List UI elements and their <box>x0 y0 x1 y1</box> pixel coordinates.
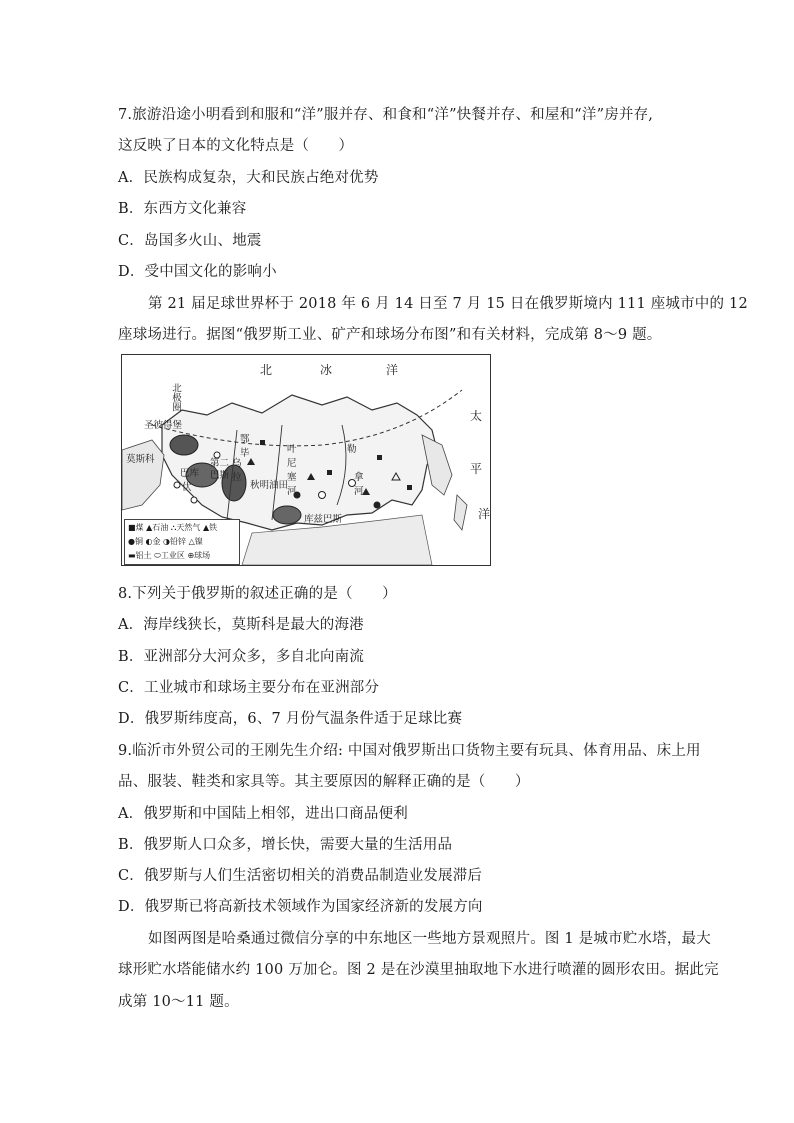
map-label-lena2: 拿 <box>354 472 364 483</box>
map-label-lena3: 河 <box>354 486 364 497</box>
intro-10-11-line2: 球形贮水塔能储水约 100 万加仑。图 2 是在沙漠里抽取地下水进行喷灌的圆形农田。据此完 <box>118 962 719 978</box>
map-label-ob1: 鄂 <box>240 434 250 445</box>
map-label-yenisei2: 尼 <box>287 458 297 469</box>
map-label-lena1: 勒 <box>347 444 357 455</box>
q7-option-d: D．受中国文化的影响小 <box>118 264 277 280</box>
intro-8-9-line2: 座球场进行。据图“俄罗斯工业、矿产和球场分布图”和有关材料，完成第 8～9 题。 <box>118 327 662 343</box>
map-label-yenisei1: 叶 <box>287 444 297 455</box>
q9-option-c: C．俄罗斯与人们生活密切相关的消费品制造业发展滞后 <box>118 868 483 884</box>
q8-option-b: B．亚洲部分大河众多，多自北向南流 <box>118 649 365 665</box>
map-label-arctic3: 洋 <box>386 363 399 377</box>
map-label-baku: 巴库 <box>180 468 200 479</box>
map-label-tyumen: 秋明油田 <box>250 480 289 491</box>
map-label-yenisei4: 河 <box>287 486 297 497</box>
russia-map <box>121 354 491 566</box>
legend-row-3: ▬铝土 ⬭工业区 ⊕球场 <box>128 551 211 560</box>
map-label-bashan: 巴斯 <box>210 470 230 481</box>
q7-stem-line2: 这反映了日本的文化特点是（ ） <box>118 138 354 154</box>
intro-10-11-line3: 成第 10～11 题。 <box>118 994 239 1010</box>
map-label-ural: 第二 <box>210 458 230 469</box>
map-label-kuzbass: 库兹巴斯 <box>304 514 343 525</box>
legend-row-2: ●铜 ◐金 ◑铅锌 △镍 <box>128 537 203 546</box>
q8-option-c: C．工业城市和球场主要分布在亚洲部分 <box>118 680 380 696</box>
map-label-ural3: 拉 <box>232 472 242 483</box>
map-label-stpetersburg: 圣彼得堡 <box>144 420 183 431</box>
q9-option-a: A．俄罗斯和中国陆上相邻，进出口商品便利 <box>118 806 408 822</box>
map-label-ob2: 毕 <box>240 448 250 459</box>
map-label-arctic2: 冰 <box>320 363 333 377</box>
q9-option-b: B．俄罗斯人口众多，增长快，需要大量的生活用品 <box>118 837 453 853</box>
intro-10-11-line1: 如图两图是哈桑通过微信分享的中东地区一些地方景观照片。图 1 是城市贮水塔，最大 <box>148 931 711 947</box>
legend-row-1: ■煤 ▲石油 ⛬天然气 ▲铁 <box>128 523 218 532</box>
map-label-yenisei3: 塞 <box>287 472 297 483</box>
map-label-pacific1: 太 <box>470 409 483 423</box>
q8-option-a: A．海岸线狭长，莫斯科是最大的海港 <box>118 617 364 633</box>
map-label-arctic1: 北 <box>260 363 273 377</box>
map-label-moscow: 莫斯科 <box>126 454 155 465</box>
intro-8-9-line1: 第 21 届足球世界杯于 2018 年 6 月 14 日至 7 月 15 日在俄罗斯境内 111 座城市中的 12 <box>148 296 748 312</box>
q7-stem-line1: 7.旅游沿途小明看到和服和“洋”服并存、和食和“洋”快餐并存、和屋和“洋”房并存, <box>118 107 654 123</box>
q7-option-a: A．民族构成复杂，大和民族占绝对优势 <box>118 170 379 186</box>
map-label-ural2: 乌 <box>232 458 242 469</box>
map-label-pacific3: 洋 <box>478 507 491 521</box>
map-label-pacific2: 平 <box>470 462 483 476</box>
q7-option-c: C．岛国多火山、地震 <box>118 233 262 249</box>
q8-stem: 8.下列关于俄罗斯的叙述正确的是（ ） <box>118 586 397 602</box>
q8-option-d: D．俄罗斯纬度高，6、7 月份气温条件适于足球比赛 <box>118 711 463 727</box>
q9-stem-line1: 9.临沂市外贸公司的王刚先生介绍: 中国对俄罗斯出口货物主要有玩具、体育用品、床上用 <box>118 743 701 759</box>
map-label-arctic-circle: 北极圈 <box>170 383 181 412</box>
q9-stem-line2: 品、服装、鞋类和家具等。其主要原因的解释正确的是（ ） <box>118 774 530 790</box>
q9-option-d: D．俄罗斯已将高新技术领域作为国家经济新的发展方向 <box>118 899 483 915</box>
q7-option-b: B．东西方文化兼容 <box>118 201 247 217</box>
map-legend <box>124 519 240 565</box>
map-label-volga: 伏 <box>182 482 192 493</box>
